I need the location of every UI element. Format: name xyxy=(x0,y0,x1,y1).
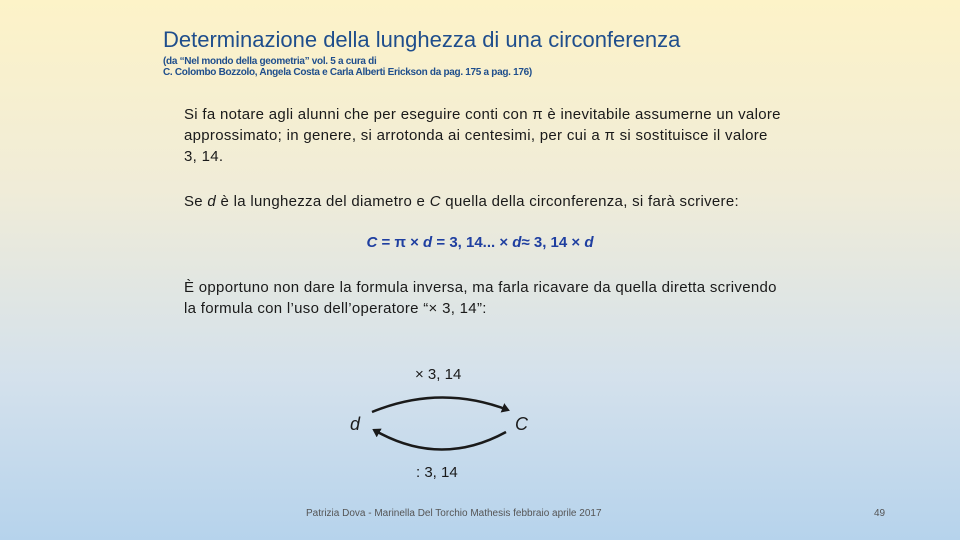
footer-credit: Patrizia Dova - Marinella Del Torchio Mathesis febbraio aprile 2017 xyxy=(306,508,602,519)
formula-c: C xyxy=(366,234,378,251)
diagram-top-label: × 3, 14 xyxy=(415,366,462,383)
page-number: 49 xyxy=(874,508,886,519)
operator-cycle-diagram xyxy=(360,390,530,460)
variable-d: d xyxy=(207,193,217,210)
paragraph-pi-approximation: Si fa notare agli alunni che per eseguire conti con π è inevitabile assumerne un valore approssimato; in genere, si arrotonda ai centesimi, per cui a π si sostituisce il valore 3, 14. xyxy=(184,106,781,165)
variable-c: C xyxy=(429,193,441,210)
formula-d1: d xyxy=(423,234,433,251)
paragraph2-post: quella della circonferenza, si farà scrivere: xyxy=(440,193,739,210)
paragraph2-mid: è la lunghezza del diametro e xyxy=(216,193,430,210)
formula-eq-value: = 3, 14... × xyxy=(432,234,513,251)
diagram-bottom-label: : 3, 14 xyxy=(416,464,458,481)
formula-eq-pi: = π × xyxy=(377,234,424,251)
formula-d3: d xyxy=(584,234,594,251)
forward-arrow xyxy=(372,397,508,412)
diagram-node-d: d xyxy=(350,414,361,434)
backward-arrow xyxy=(374,430,506,450)
slide-title: Determinazione della lunghezza di una circonferenza xyxy=(163,27,681,52)
paragraph2-pre: Se xyxy=(184,193,208,210)
formula-approx: ≈ 3, 14 × xyxy=(521,234,585,251)
circumference-formula xyxy=(0,234,960,251)
source-citation-line2: C. Colombo Bozzolo, Angela Costa e Carla Alberti Erickson da pag. 175 a pag. 176) xyxy=(163,67,532,78)
diagram-node-c: C xyxy=(515,414,528,434)
paragraph-diameter-circumference xyxy=(184,191,784,212)
paragraph-inverse-formula: È opportuno non dare la formula inversa, ma farla ricavare da quella diretta scrivendo la formula con l’uso dell’operatore “× 3, 14”: xyxy=(184,279,777,317)
source-citation-line1: (da “Nel mondo della geometria” vol. 5 a cura di xyxy=(163,56,377,67)
formula-d2: d xyxy=(512,234,522,251)
